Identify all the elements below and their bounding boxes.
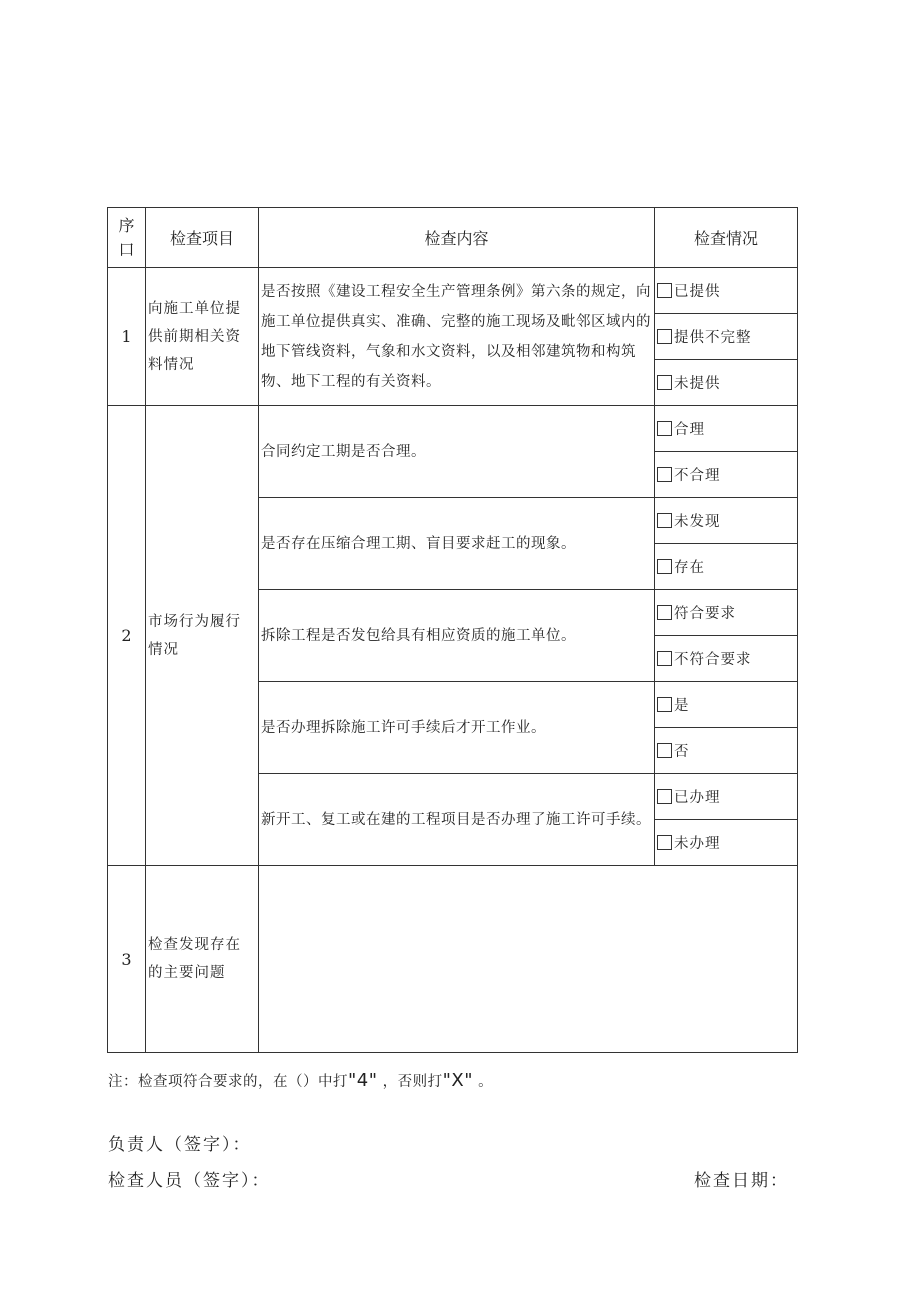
table-row [108, 406, 798, 452]
checkbox[interactable] [657, 605, 672, 620]
option-label: 不合理 [674, 468, 721, 484]
header-serial-line1: 序 [118, 215, 135, 235]
note-mark-yes: "4" [348, 1070, 378, 1091]
option-cell[interactable] [655, 360, 798, 406]
option-label: 不符合要求 [674, 652, 752, 668]
option-cell[interactable] [655, 636, 798, 682]
option-cell[interactable] [655, 590, 798, 636]
table-note [108, 1070, 493, 1091]
checkbox[interactable] [657, 375, 672, 390]
checkbox[interactable] [657, 513, 672, 528]
header-row [108, 208, 798, 268]
note-middle: ，否则打 [382, 1074, 443, 1090]
checkbox[interactable] [657, 697, 672, 712]
checkbox[interactable] [657, 743, 672, 758]
option-cell[interactable] [655, 406, 798, 452]
note-end: 。 [478, 1074, 494, 1090]
option-cell[interactable] [655, 682, 798, 728]
option-label: 提供不完整 [674, 330, 752, 346]
section-2-content-2: 是否存在压缩合理工期、盲目要求赶工的现象。 [259, 498, 655, 590]
option-label: 合理 [674, 422, 705, 438]
checkbox[interactable] [657, 467, 672, 482]
option-label: 存在 [674, 560, 705, 576]
section-1-number: 1 [108, 268, 146, 406]
checkbox[interactable] [657, 559, 672, 574]
note-text: 注：检查项符合要求的，在（）中打 [108, 1074, 348, 1090]
option-label: 未提供 [674, 376, 721, 392]
header-serial-line2: 口 [118, 239, 135, 259]
option-cell[interactable] [655, 498, 798, 544]
checkbox[interactable] [657, 329, 672, 344]
section-1-item: 向施工单位提供前期相关资料情况 [146, 268, 259, 406]
section-3-item: 检查发现存在的主要问题 [146, 866, 259, 1053]
header-content: 检查内容 [259, 208, 655, 268]
section-3-number: 3 [108, 866, 146, 1053]
checkbox[interactable] [657, 283, 672, 298]
header-result: 检查情况 [655, 208, 798, 268]
table-row [108, 866, 798, 1053]
section-2-content-5: 新开工、复工或在建的工程项目是否办理了施工许可手续。 [259, 774, 655, 866]
option-label: 是 [674, 698, 690, 714]
table-row [108, 268, 798, 314]
checkbox[interactable] [657, 835, 672, 850]
section-2-item: 市场行为履行情况 [146, 406, 259, 866]
option-cell[interactable] [655, 268, 798, 314]
responsible-signature-label: 负责人（签字）： [108, 1135, 252, 1155]
note-mark-no: "X" [442, 1070, 474, 1091]
option-cell[interactable] [655, 544, 798, 590]
inspector-signature-label: 检查人员（签字）： [108, 1171, 271, 1191]
option-label: 已办理 [674, 790, 721, 806]
section-2-content-1: 合同约定工期是否合理。 [259, 406, 655, 498]
option-cell[interactable] [655, 774, 798, 820]
section-2-content-3: 拆除工程是否发包给具有相应资质的施工单位。 [259, 590, 655, 682]
option-label: 未发现 [674, 514, 721, 530]
header-serial [108, 208, 146, 268]
section-2-content-4: 是否办理拆除施工许可手续后才开工作业。 [259, 682, 655, 774]
inspection-date-label: 检查日期： [694, 1171, 789, 1191]
option-label: 未办理 [674, 836, 721, 852]
checkbox[interactable] [657, 421, 672, 436]
inspection-table [107, 207, 798, 1053]
checkbox[interactable] [657, 789, 672, 804]
option-cell[interactable] [655, 452, 798, 498]
option-label: 符合要求 [674, 606, 736, 622]
option-cell[interactable] [655, 314, 798, 360]
section-2-number: 2 [108, 406, 146, 866]
section-1-content: 是否按照《建设工程安全生产管理条例》第六条的规定，向施工单位提供真实、准确、完整的施工现场及毗邻区域内的地下管线资料，气象和水文资料，以及相邻建筑物和构筑物、地下工程的有关资料。 [259, 268, 655, 406]
option-label: 否 [674, 744, 690, 760]
option-label: 已提供 [674, 284, 721, 300]
problems-input-area[interactable] [259, 866, 798, 1053]
header-item: 检查项目 [146, 208, 259, 268]
checkbox[interactable] [657, 651, 672, 666]
option-cell[interactable] [655, 728, 798, 774]
option-cell[interactable] [655, 820, 798, 866]
